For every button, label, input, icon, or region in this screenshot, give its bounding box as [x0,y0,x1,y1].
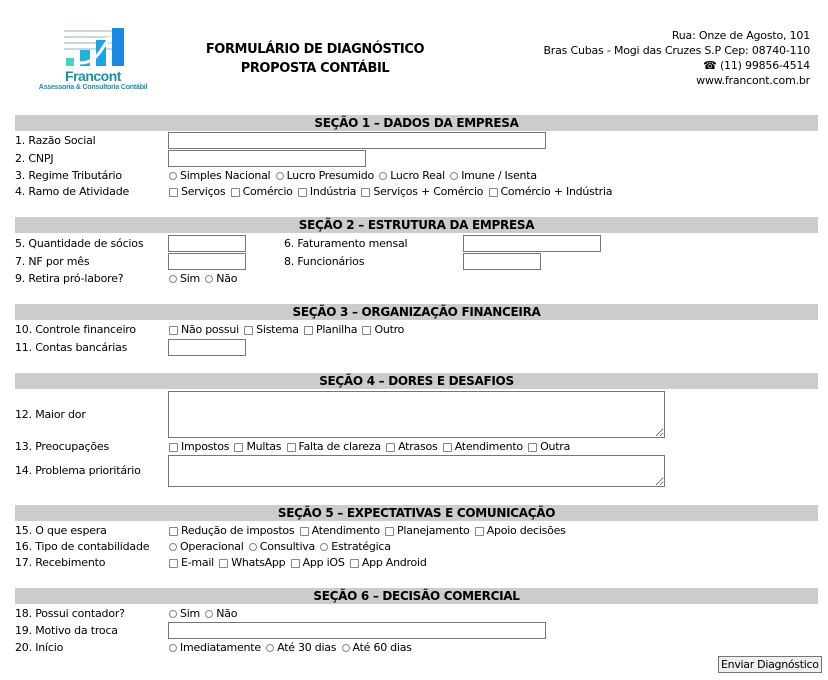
radio-icon[interactable] [379,172,387,180]
title-line-1: FORMULÁRIO DE DIAGNÓSTICO [205,42,425,57]
phone-line [543,58,810,73]
checkbox-icon[interactable] [219,559,228,568]
checkbox-icon[interactable] [169,559,178,568]
label-faturamento-mensal: 6. Faturamento mensal [284,237,408,250]
label-contas-bancarias: 11. Contas bancárias [15,341,128,354]
label-o-que-espera: 15. O que espera [15,524,107,537]
tipo-contabilidade-group [168,540,392,555]
radio-icon[interactable] [169,172,177,180]
checkbox-atrasos[interactable]: Atrasos [385,440,437,454]
controle-financeiro-group [168,323,405,339]
logo-name: Francont [65,68,121,84]
maior-dor-textarea[interactable] [168,391,665,438]
label-regime-tributario: 3. Regime Tributário [15,169,122,182]
address-line-1: Rua: Onze de Agosto, 101 [671,29,810,42]
label-recebimento: 17. Recebimento [15,556,106,569]
label-tipo-contabilidade: 16. Tipo de contabilidade [15,540,150,553]
radio-icon[interactable] [276,172,284,180]
checkbox-falta-clareza[interactable]: Falta de clareza [286,440,381,454]
checkbox-icon[interactable] [386,443,395,452]
radio-contador-sim[interactable]: Sim [168,607,200,621]
label-motivo-troca: 19. Motivo da troca [15,624,118,637]
radio-estrategica[interactable]: Estratégica [319,540,390,554]
radio-icon[interactable] [169,610,177,618]
possui-contador-group [168,607,238,622]
section-4-header: SEÇÃO 4 – DORES E DESAFIOS [15,373,818,389]
label-cnpj: 2. CNPJ [15,152,54,165]
ramo-atividade-group [168,185,613,201]
checkbox-comercio[interactable]: Comércio [230,185,293,199]
label-maior-dor: 12. Maior dor [15,408,86,421]
label-problema-prioritario: 14. Problema prioritário [15,464,141,477]
checkbox-impostos[interactable]: Impostos [168,440,229,454]
checkbox-icon[interactable] [234,443,243,452]
checkbox-icon[interactable] [169,443,178,452]
o-que-espera-group [168,524,567,540]
contas-bancarias-input[interactable] [168,339,246,356]
checkbox-planilha[interactable]: Planilha [303,323,357,337]
preocupacoes-group [168,440,571,456]
radio-pro-labore-nao[interactable]: Não [204,272,237,286]
title-line-2: PROPOSTA CONTÁBIL [240,61,390,76]
checkbox-servicos-comercio[interactable]: Serviços + Comércio [360,185,483,199]
page-title [180,40,450,78]
radio-imune-isenta[interactable]: Imune / Isenta [449,169,537,183]
checkbox-icon[interactable] [244,326,253,335]
label-preocupacoes: 13. Preocupações [15,440,110,453]
razao-social-input[interactable] [168,132,546,149]
checkbox-email[interactable]: E-mail [168,556,214,570]
recebimento-group [168,556,428,572]
radio-icon[interactable] [450,172,458,180]
checkbox-icon[interactable] [300,527,309,536]
checkbox-icon[interactable] [350,559,359,568]
logo-subtitle: Assessoria & Consultoria Contábil [38,84,148,91]
checkbox-icon[interactable] [169,188,178,197]
website: www.francont.com.br [696,74,810,87]
checkbox-apoio-decisoes[interactable]: Apoio decisões [474,524,566,538]
label-razao-social: 1. Razão Social [15,134,96,147]
phone-number: (11) 99856-4514 [719,59,810,72]
problema-prioritario-textarea[interactable] [168,455,665,487]
radio-icon[interactable] [205,275,213,283]
logo-chart-icon [34,26,152,68]
checkbox-outro[interactable]: Outro [361,323,404,337]
checkbox-icon[interactable] [489,188,498,197]
checkbox-app-ios[interactable]: App iOS [290,556,345,570]
checkbox-icon[interactable] [169,527,178,536]
section-5-header: SEÇÃO 5 – EXPECTATIVAS E COMUNICAÇÃO [15,505,818,521]
checkbox-icon[interactable] [169,326,178,335]
radio-icon[interactable] [169,275,177,283]
checkbox-icon[interactable] [443,443,452,452]
checkbox-sistema[interactable]: Sistema [243,323,299,337]
label-quantidade-socios: 5. Quantidade de sócios [15,237,144,250]
checkbox-icon[interactable] [291,559,300,568]
radio-icon[interactable] [169,543,177,551]
checkbox-industria[interactable]: Indústria [297,185,356,199]
checkbox-icon[interactable] [362,326,371,335]
checkbox-icon[interactable] [304,326,313,335]
regime-tributario-group [168,169,538,184]
motivo-troca-input[interactable] [168,622,546,639]
phone-icon: ☎ [703,59,717,72]
francont-logo [34,26,152,94]
checkbox-atendimento-expect[interactable]: Atendimento [299,524,380,538]
radio-icon[interactable] [205,610,213,618]
quantidade-socios-input[interactable] [168,235,246,252]
address-line-2: Bras Cubas - Mogi das Cruzes S.P Cep: 08740-110 [543,44,810,57]
company-contact [543,28,810,88]
label-ramo-atividade: 4. Ramo de Atividade [15,185,130,198]
radio-operacional[interactable]: Operacional [168,540,244,554]
label-funcionarios: 8. Funcionários [284,255,365,268]
nf-por-mes-input[interactable] [168,253,246,270]
checkbox-icon[interactable] [361,188,370,197]
checkbox-icon[interactable] [298,188,307,197]
label-retira-pro-labore: 9. Retira pró-labore? [15,272,124,285]
radio-lucro-real[interactable]: Lucro Real [378,169,445,183]
inicio-group [168,641,413,656]
faturamento-mensal-input[interactable] [463,235,601,252]
section-6-header: SEÇÃO 6 – DECISÃO COMERCIAL [15,588,818,604]
radio-lucro-presumido[interactable]: Lucro Presumido [275,169,374,183]
checkbox-comercio-industria[interactable]: Comércio + Indústria [488,185,613,199]
radio-icon[interactable] [342,644,350,652]
checkbox-atendimento[interactable]: Atendimento [442,440,523,454]
label-inicio: 20. Início [15,641,64,654]
checkbox-app-android[interactable]: App Android [349,556,427,570]
enviar-diagnostico-button[interactable]: Enviar Diagnóstico [718,656,822,673]
checkbox-servicos[interactable]: Serviços [168,185,225,199]
checkbox-whatsapp[interactable]: WhatsApp [218,556,285,570]
checkbox-multas[interactable]: Multas [233,440,281,454]
checkbox-icon[interactable] [231,188,240,197]
radio-contador-nao[interactable]: Não [204,607,237,621]
radio-ate-30-dias[interactable]: Até 30 dias [265,641,336,655]
radio-icon[interactable] [249,543,257,551]
funcionarios-input[interactable] [463,253,541,270]
cnpj-input[interactable] [168,150,366,167]
retira-pro-labore-group [168,272,238,287]
label-nf-por-mes: 7. NF por mês [15,255,90,268]
radio-simples-nacional[interactable]: Simples Nacional [168,169,270,183]
checkbox-nao-possui[interactable]: Não possui [168,323,239,337]
section-1-header: SEÇÃO 1 – DADOS DA EMPRESA [15,115,818,131]
radio-icon[interactable] [169,644,177,652]
checkbox-icon[interactable] [528,443,537,452]
checkbox-icon[interactable] [475,527,484,536]
radio-icon[interactable] [266,644,274,652]
checkbox-reducao-impostos[interactable]: Redução de impostos [168,524,294,538]
section-3-header: SEÇÃO 3 – ORGANIZAÇÃO FINANCEIRA [15,304,818,320]
checkbox-icon[interactable] [385,527,394,536]
radio-consultiva[interactable]: Consultiva [248,540,315,554]
radio-imediatamente[interactable]: Imediatamente [168,641,261,655]
checkbox-icon[interactable] [287,443,296,452]
radio-icon[interactable] [320,543,328,551]
radio-pro-labore-sim[interactable]: Sim [168,272,200,286]
label-controle-financeiro: 10. Controle financeiro [15,323,136,336]
radio-ate-60-dias[interactable]: Até 60 dias [341,641,412,655]
section-2-header: SEÇÃO 2 – ESTRUTURA DA EMPRESA [15,217,818,233]
checkbox-planejamento[interactable]: Planejamento [384,524,469,538]
checkbox-outra[interactable]: Outra [527,440,570,454]
label-possui-contador: 18. Possui contador? [15,607,125,620]
